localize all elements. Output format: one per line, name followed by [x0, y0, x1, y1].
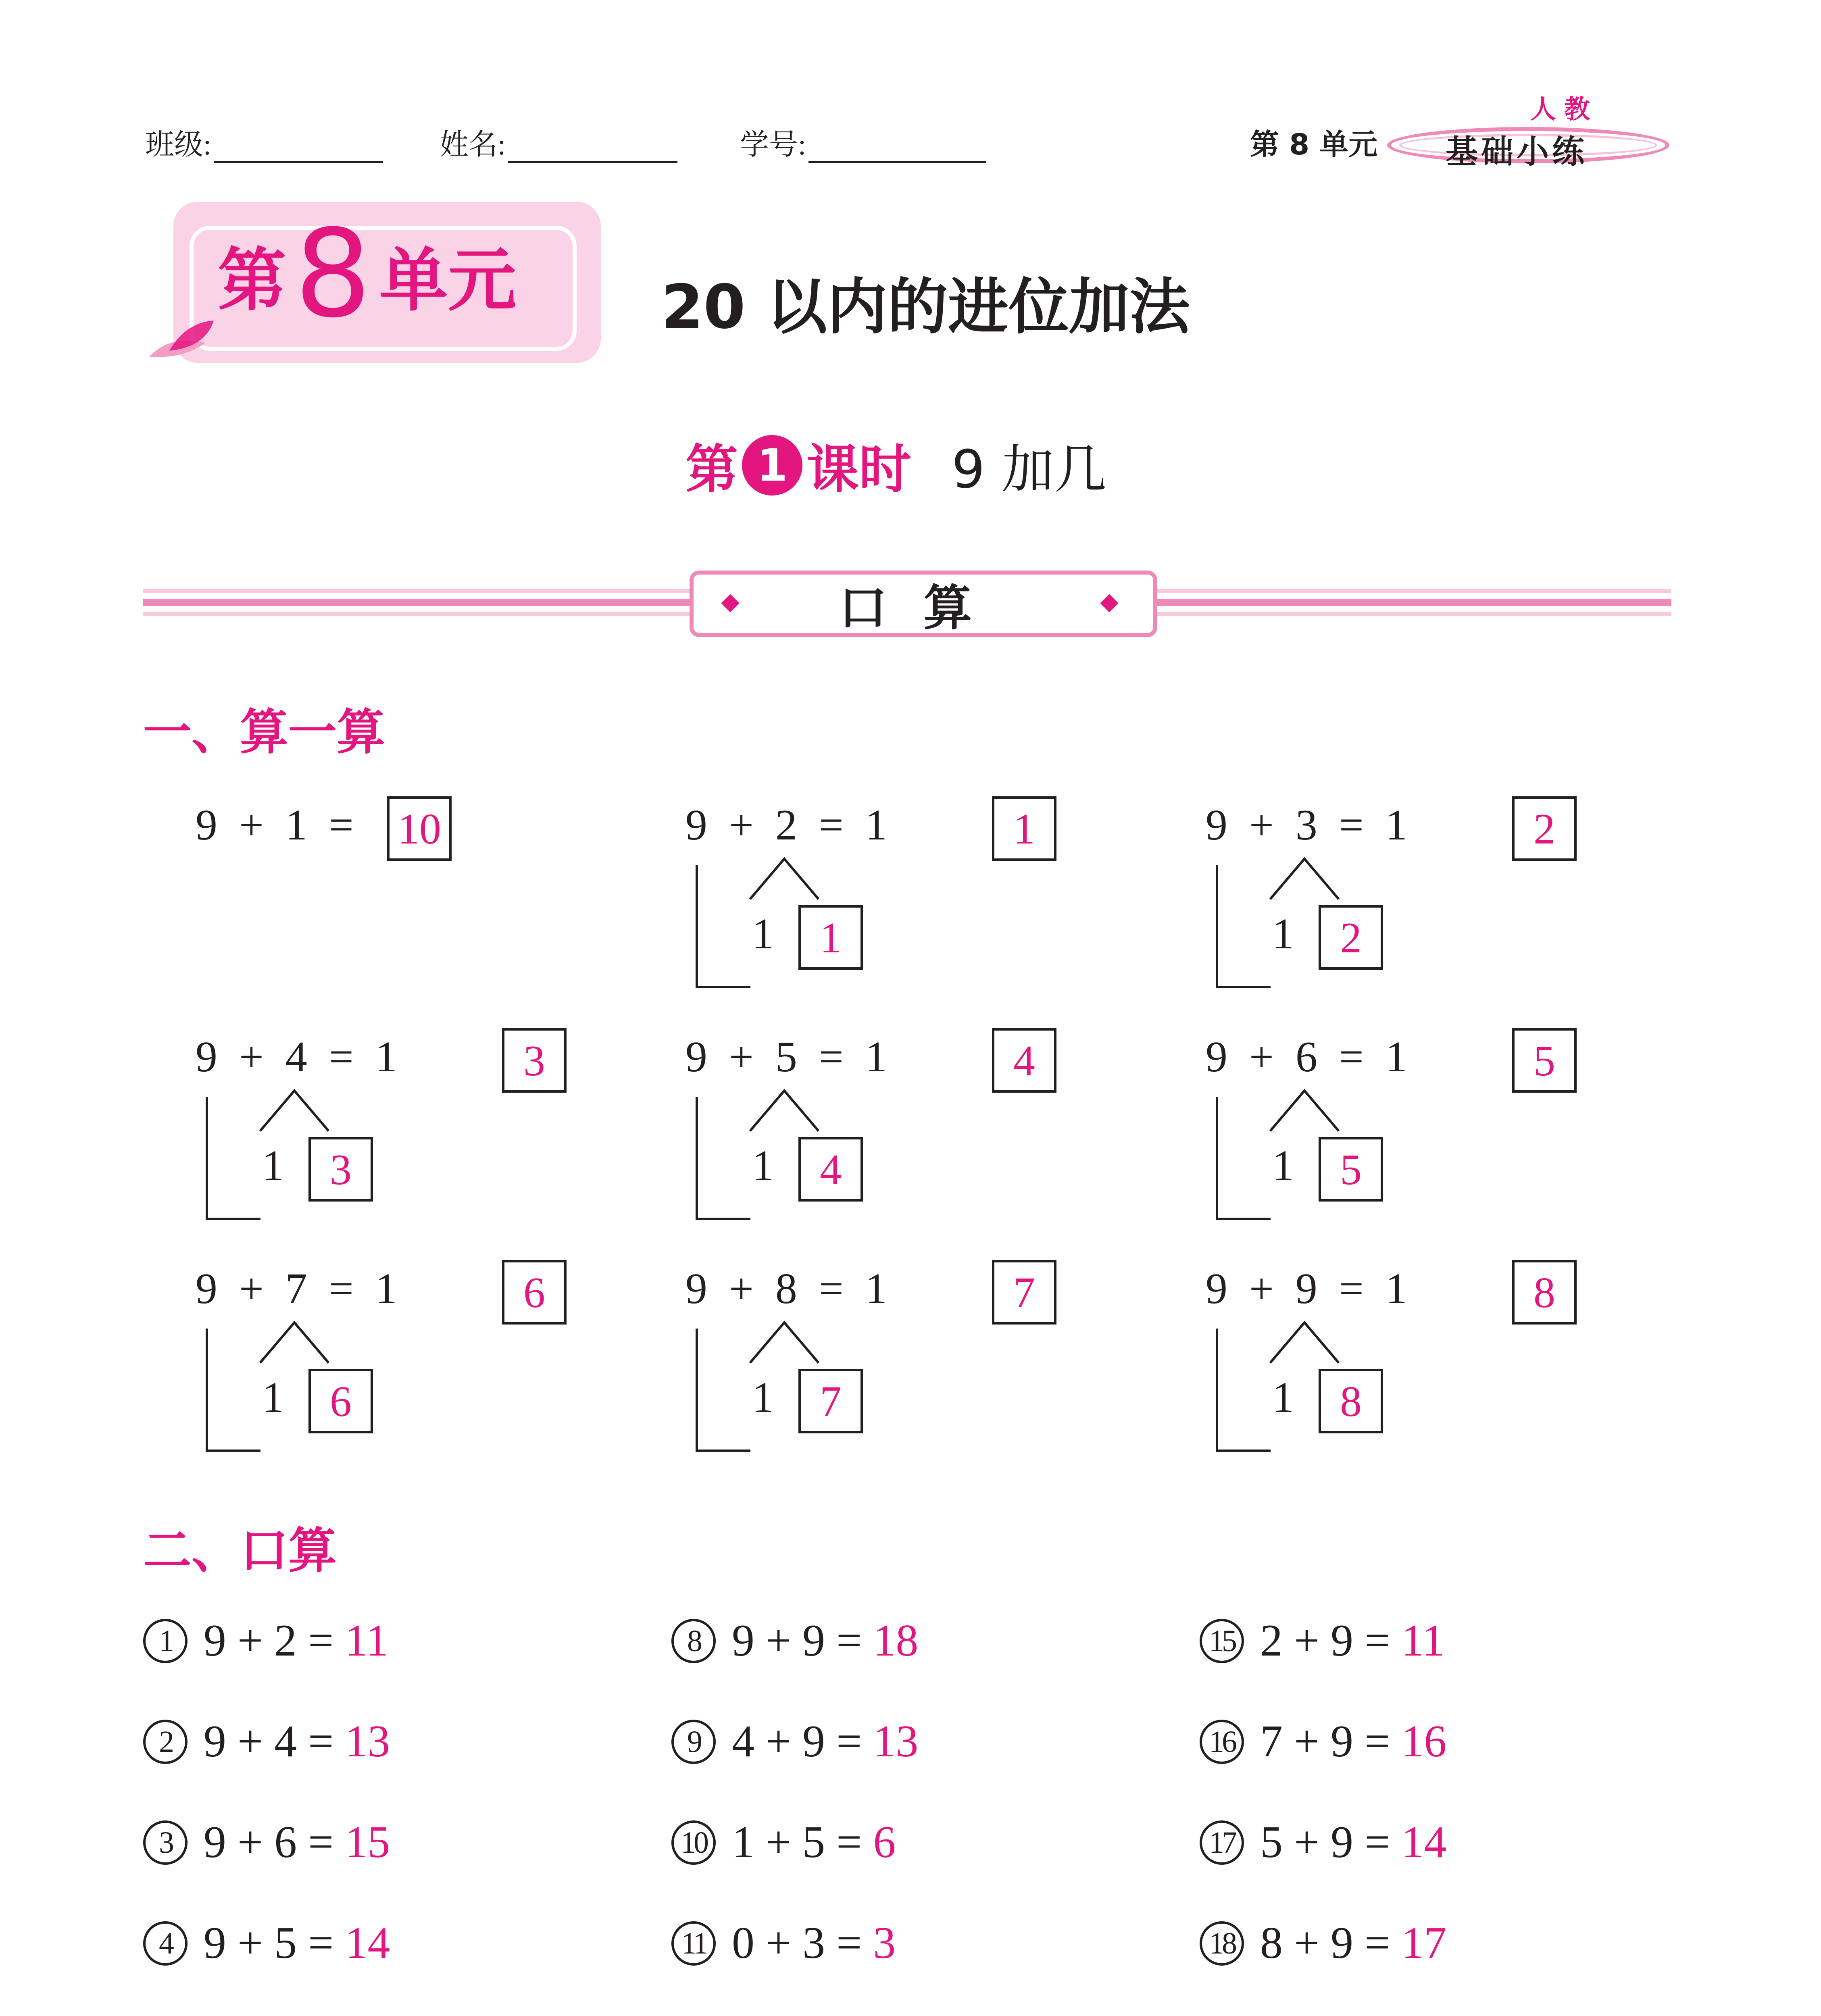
item-expr: 8 + 9 = [1260, 1918, 1402, 1968]
oral-item [143, 1917, 390, 1969]
answer-box[interactable]: 7 [992, 1260, 1056, 1325]
split-one: 1 [752, 1142, 774, 1190]
oral-item [671, 1816, 896, 1868]
part1-heading: 一、算一算 [143, 704, 385, 760]
item-answer[interactable]: 13 [873, 1716, 919, 1766]
bracket-line [1216, 865, 1271, 988]
item-answer[interactable]: 13 [345, 1716, 390, 1766]
item-number: 9 [671, 1720, 716, 1764]
split-branch-icon [746, 855, 827, 903]
item-answer[interactable]: 14 [1401, 1817, 1447, 1867]
item-answer[interactable]: 15 [345, 1817, 390, 1867]
header-unit-label: 第 8 单元 [1250, 127, 1378, 161]
item-number: 15 [1200, 1619, 1244, 1663]
item-expr: 0 + 3 = [732, 1918, 873, 1968]
item-expr: 9 + 2 = [204, 1616, 345, 1666]
unit-title: 20 以内的进位加法 [661, 272, 1190, 342]
answer-box[interactable]: 2 [1512, 796, 1577, 861]
lesson-title: 9 加几 [952, 439, 1107, 500]
item-answer[interactable]: 16 [1401, 1716, 1447, 1766]
item-number: 4 [143, 1921, 188, 1966]
item-answer[interactable]: 11 [1401, 1616, 1445, 1666]
item-number: 16 [1200, 1720, 1244, 1764]
split-one: 1 [1272, 1142, 1294, 1190]
item-expr: 9 + 9 = [732, 1616, 873, 1666]
item-answer[interactable]: 14 [345, 1918, 390, 1968]
item-number: 1 [143, 1619, 188, 1663]
bracket-line [1216, 1097, 1271, 1220]
answer-box[interactable]: 5 [1512, 1028, 1577, 1093]
split-answer-box[interactable]: 6 [308, 1369, 373, 1433]
split-one: 1 [752, 910, 774, 958]
bracket-line [1216, 1329, 1271, 1452]
bracket-line [696, 1097, 750, 1220]
oral-item [143, 1816, 390, 1868]
item-answer[interactable]: 6 [873, 1817, 896, 1867]
oral-item [671, 1917, 896, 1969]
item-expr: 9 + 5 = [204, 1918, 345, 1968]
oral-item [143, 1615, 388, 1667]
item-answer[interactable]: 3 [873, 1918, 896, 1968]
split-answer-box[interactable]: 7 [798, 1369, 863, 1433]
item-number: 8 [671, 1619, 716, 1663]
item-expr: 9 + 4 = [204, 1716, 345, 1766]
lesson-post: 课时 [806, 439, 912, 500]
item-number: 17 [1200, 1820, 1244, 1865]
answer-box[interactable]: 8 [1512, 1260, 1577, 1325]
name-blank[interactable] [508, 137, 677, 163]
split-answer-box[interactable]: 1 [798, 905, 863, 970]
unit-banner-post: 单元 [379, 240, 517, 321]
name-field[interactable] [440, 121, 677, 163]
split-answer-box[interactable]: 2 [1319, 905, 1383, 970]
lesson-pre: 第 [685, 439, 738, 500]
id-label: 学号: [740, 129, 806, 161]
split-one: 1 [262, 1142, 284, 1190]
item-answer[interactable]: 11 [345, 1616, 389, 1666]
answer-box[interactable]: 1 [992, 796, 1056, 861]
oral-item [1200, 1917, 1446, 1969]
item-number: 2 [143, 1720, 188, 1764]
unit-banner-pre: 第 [218, 240, 287, 321]
split-branch-icon [1266, 1318, 1347, 1367]
oral-item [1200, 1716, 1446, 1768]
split-one: 1 [1272, 910, 1294, 958]
lesson-heading [685, 427, 1106, 503]
split-answer-box[interactable]: 4 [798, 1137, 863, 1202]
class-blank[interactable] [214, 137, 383, 163]
decomp-expr: 9 + 3 = 1 [1206, 801, 1407, 849]
decomp-expr: 9 + 8 = 1 [685, 1265, 887, 1313]
id-field[interactable] [740, 121, 986, 163]
lesson-number: 1 [742, 435, 802, 496]
name-label: 姓名: [440, 129, 506, 161]
split-one: 1 [262, 1374, 284, 1422]
split-one: 1 [752, 1374, 774, 1422]
item-answer[interactable]: 17 [1401, 1918, 1447, 1968]
decomp-expr: 9 + 4 = 1 [196, 1033, 397, 1081]
oral-item [1200, 1816, 1446, 1868]
part2-heading: 二、口算 [143, 1523, 337, 1579]
split-answer-box[interactable]: 5 [1319, 1137, 1383, 1202]
unit-banner-number: 8 [294, 204, 371, 344]
split-branch-icon [1266, 855, 1347, 903]
section-title: 口算 [839, 580, 1008, 636]
id-blank[interactable] [808, 137, 986, 163]
leaf-icon [145, 319, 218, 363]
brand-series: 基础小练 [1446, 133, 1588, 171]
item-number: 11 [671, 1921, 716, 1966]
decomp-expr: 9 + 6 = 1 [1206, 1033, 1407, 1081]
decomp-expr: 9 + 5 = 1 [685, 1033, 887, 1081]
item-number: 10 [671, 1820, 716, 1865]
unit-banner-text [218, 204, 517, 344]
split-answer-box[interactable]: 8 [1319, 1369, 1383, 1433]
bracket-line [206, 1097, 260, 1220]
oral-item [1200, 1615, 1445, 1667]
decomp-expr: 9 + 9 = 1 [1206, 1265, 1407, 1313]
split-branch-icon [746, 1087, 827, 1135]
split-branch-icon [1266, 1087, 1347, 1135]
item-expr: 5 + 9 = [1260, 1817, 1402, 1867]
oral-item [671, 1716, 918, 1768]
decomp-expr: 9 + 2 = 1 [685, 801, 887, 849]
item-expr: 7 + 9 = [1260, 1716, 1402, 1766]
part1-first-expr: 9 + 1 = [196, 801, 354, 849]
split-answer-box[interactable]: 3 [308, 1137, 373, 1202]
bracket-line [696, 865, 750, 988]
brand-logo [1387, 95, 1669, 171]
bracket-line [696, 1329, 750, 1452]
class-field[interactable] [145, 121, 383, 163]
answer-box[interactable]: 4 [992, 1028, 1056, 1093]
answer-box[interactable]: 6 [502, 1260, 567, 1325]
item-expr: 9 + 6 = [204, 1817, 345, 1867]
class-label: 班级: [145, 129, 212, 161]
decomp-expr: 9 + 7 = 1 [196, 1265, 397, 1313]
item-answer[interactable]: 18 [873, 1616, 919, 1666]
brand-publisher: 人教 [1530, 95, 1598, 125]
item-expr: 4 + 9 = [732, 1716, 873, 1766]
item-expr: 2 + 9 = [1260, 1616, 1402, 1666]
split-branch-icon [256, 1087, 337, 1135]
oral-item [671, 1615, 918, 1667]
item-number: 18 [1200, 1921, 1244, 1966]
item-expr: 1 + 5 = [732, 1817, 873, 1867]
answer-box[interactable]: 10 [387, 796, 452, 861]
item-number: 3 [143, 1820, 188, 1865]
answer-box[interactable]: 3 [502, 1028, 567, 1093]
split-one: 1 [1272, 1374, 1294, 1422]
split-branch-icon [746, 1318, 827, 1367]
oral-item [143, 1716, 390, 1768]
bracket-line [206, 1329, 260, 1452]
split-branch-icon [256, 1318, 337, 1367]
